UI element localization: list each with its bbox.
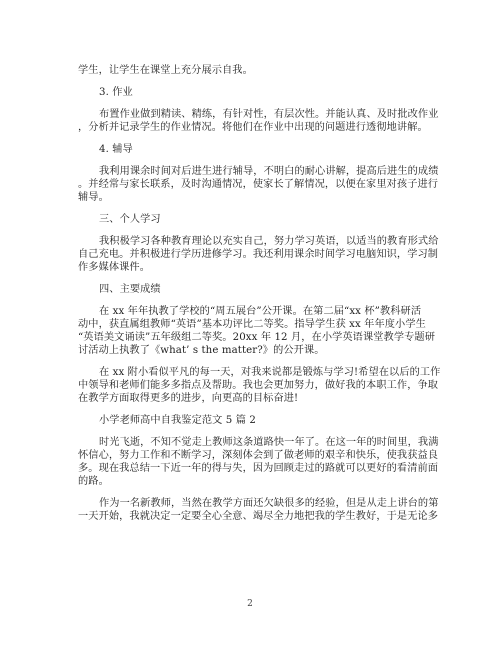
paragraph	[78, 366, 441, 405]
paragraph	[78, 143, 418, 156]
page-number: 2	[247, 599, 253, 609]
text-line: 学生，让学生在课堂上充分展示自我。	[78, 65, 253, 76]
text-line: ，分析并记录学生的作业情况。将他们在作业中出现的问题进行透彻地讲解。	[78, 122, 428, 133]
paragraph	[78, 283, 418, 296]
text-line: 讨活动上执教了《what’ s the matter?》的公开课。	[78, 345, 325, 356]
paragraph-gap	[78, 274, 418, 283]
paragraph-gap	[78, 204, 418, 213]
paragraph	[78, 436, 439, 488]
text-line: 小学老师高中自我鉴定范文 5 篇 2	[99, 415, 256, 426]
paragraph	[78, 64, 418, 77]
paragraph	[78, 497, 439, 523]
paragraph-gap	[78, 156, 418, 165]
paragraph-gap	[78, 99, 418, 108]
text-line: 3. 作业	[99, 87, 133, 98]
paragraph-gap	[78, 357, 418, 366]
paragraph-gap	[78, 296, 418, 305]
text-line: 自己充电。并积极进行学历进修学习。我还利用课余时间学习电脑知识，学习制	[78, 249, 439, 260]
paragraph-gap	[78, 77, 418, 86]
text-line: 四、主要成绩	[99, 284, 161, 295]
document-body	[78, 64, 441, 523]
paragraph	[78, 213, 418, 226]
text-line: 作多媒体课件。	[78, 262, 151, 273]
text-line: 时光飞逝，不知不觉走上教师这条道路快一年了。在这一年的时间里，我满	[99, 437, 439, 448]
text-line: 的路。	[78, 476, 109, 487]
paragraph-gap	[78, 488, 418, 497]
text-line: 动中，获直属组教师“英语”基本功评比二等奖。指导学生获 xx 年年度小学生	[78, 319, 426, 330]
text-line: 布置作业做到精读、精练，有针对性，有层次性。并能认真、及时批改作业	[99, 109, 439, 120]
paragraph	[78, 305, 435, 357]
paragraph	[78, 108, 439, 134]
text-line: 作为一名新教师，当然在教学方面还欠缺很多的经验，但是从走上讲台的第	[99, 498, 439, 509]
text-line: 我利用课余时间对后进生进行辅导，不明白的耐心讲解，提高后进生的成绩	[99, 166, 439, 177]
text-line: 多。现在我总结一下近一年的得与失，因为回顾走过的路就可以更好的看清前面	[78, 463, 439, 474]
text-line: 在 xx 年年执教了学校的“周五展台”公开课。在第二届“xx 杯”教科研活	[99, 306, 422, 317]
paragraph-gap	[78, 427, 418, 436]
paragraph	[78, 414, 418, 427]
paragraph	[78, 86, 418, 99]
text-line: 辅导。	[78, 192, 109, 203]
text-line: 怀信心，努力工作和不断学习，深刻体会到了做老师的艰辛和快乐，使我获益良	[78, 450, 439, 461]
text-line: 一天开始，我就决定一定要全心全意、竭尽全力地把我的学生教好，于是无论多	[78, 511, 439, 522]
paragraph-gap	[78, 226, 418, 235]
text-line: 我积极学习各种教育理论以充实自己，努力学习英语，以适当的教育形式给	[99, 236, 439, 247]
text-line: 中领导和老师们能多多指点及帮助。我也会更加努力，做好我的本职工作，争取	[78, 380, 439, 391]
text-line: 在 xx 附小看似平凡的每一天，对我来说都是锻炼与学习!希望在以后的工作	[99, 367, 441, 378]
paragraph	[78, 165, 439, 204]
paragraph-gap	[78, 405, 418, 414]
text-line: “英语美文诵读”五年级组二等奖。20xx 年 12 月，在小学英语课堂教学专题研	[78, 332, 435, 343]
text-line: 在教学方面取得更多的进步，向更高的目标奋进!	[78, 393, 299, 404]
text-line: 。并经常与家长联系，及时沟通情况，使家长了解情况，以便在家里对孩子进行	[78, 179, 439, 190]
text-line: 4. 辅导	[99, 144, 133, 155]
text-line: 三、个人学习	[99, 214, 161, 225]
paragraph	[78, 235, 439, 274]
paragraph-gap	[78, 134, 418, 143]
